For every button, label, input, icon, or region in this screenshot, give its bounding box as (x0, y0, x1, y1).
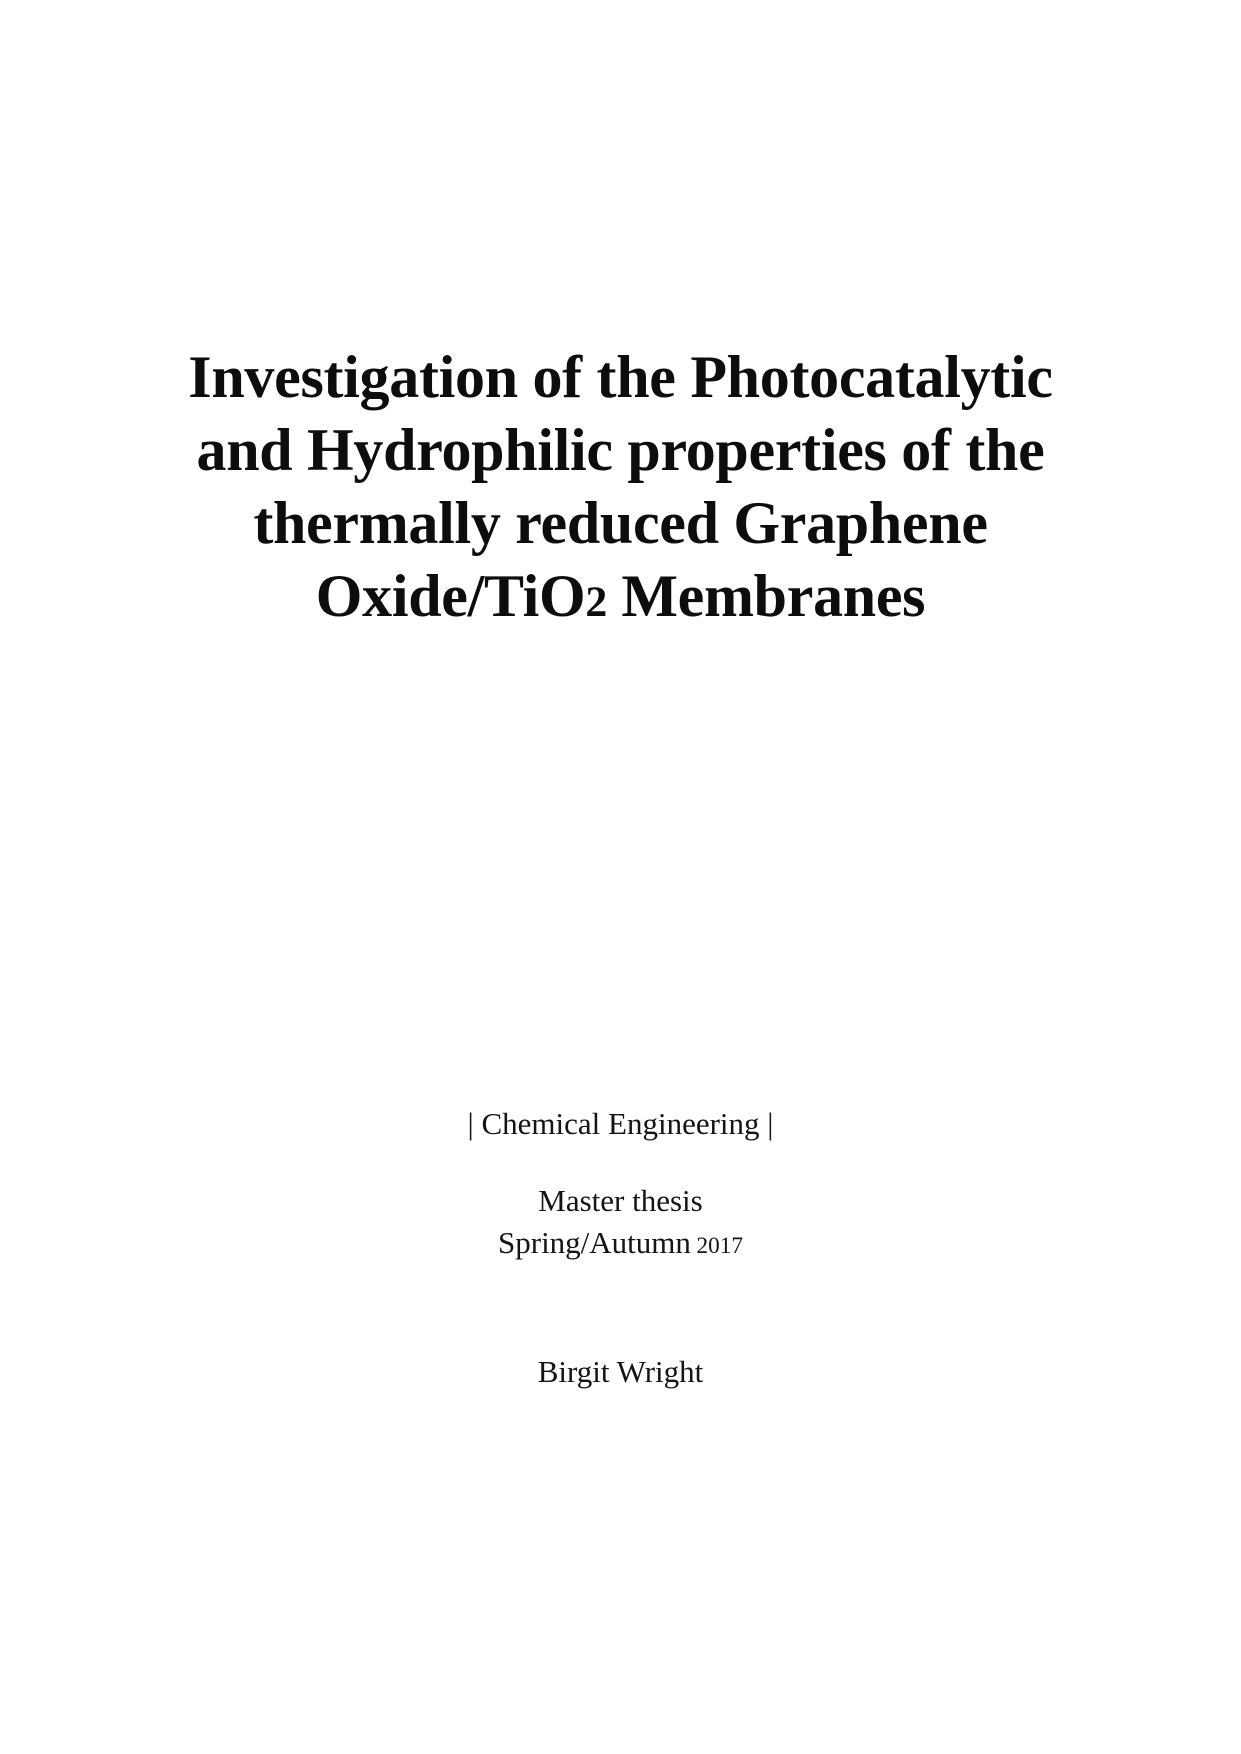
author-name: Birgit Wright (537, 1354, 704, 1389)
thesis-info-block (0, 1180, 1241, 1267)
term-year: 2017 (696, 1233, 743, 1259)
tio2-formula-digit: 2 (585, 578, 607, 626)
title-line-4 (0, 560, 1241, 639)
title-line-2: and Hydrophilic properties of the (196, 417, 1045, 483)
thesis-type-line: Master thesis (538, 1183, 703, 1218)
term-line (0, 1222, 1241, 1267)
term-season: Spring/Autumn (498, 1225, 691, 1260)
department-line: | Chemical Engineering | (467, 1106, 774, 1141)
title-line4-prefix: Oxide/TiO (315, 563, 586, 629)
thesis-title (0, 341, 1241, 639)
title-line-3: thermally reduced Graphene (253, 490, 988, 556)
title-line4-suffix: Membranes (621, 563, 926, 629)
title-line-1: Investigation of the Photocatalytic (188, 344, 1053, 410)
